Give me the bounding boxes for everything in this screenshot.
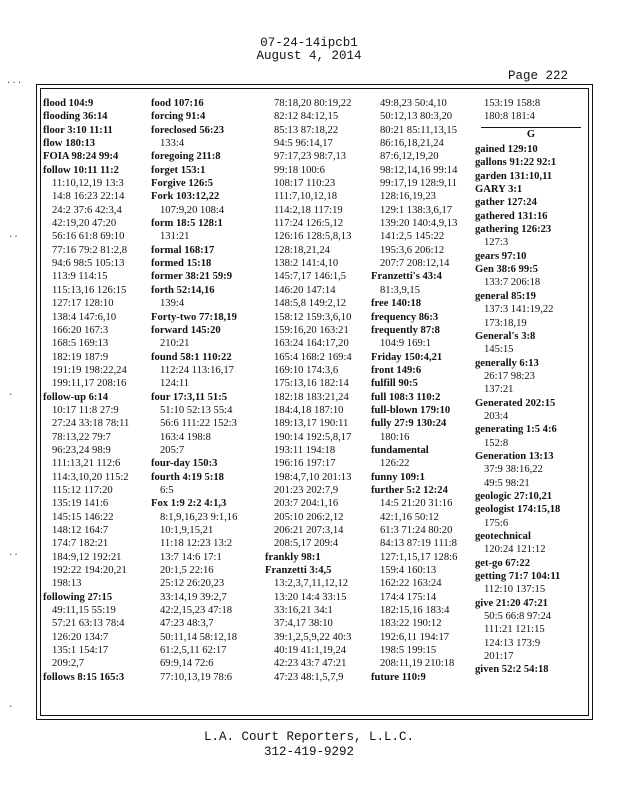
index-headword-line: geologist 174:15,18 [475, 504, 561, 516]
index-continuation-line: 49:8,23 50:4,10 [380, 98, 447, 109]
index-headword-line: generating 1:5 4:6 [475, 424, 557, 436]
index-continuation-line: 50:5 66:8 97:24 [484, 611, 552, 623]
index-continuation-line: 96:23,24 98:9 [52, 444, 111, 456]
index-continuation-line: 69:9,14 72:6 [160, 658, 214, 670]
index-headword-line: flood 104:9 [43, 98, 94, 109]
index-headword-line: forget 153:1 [151, 164, 206, 176]
index-continuation-line: 135:1 154:17 [52, 645, 109, 657]
index-continuation-line: 201:23 202:7,9 [274, 484, 339, 496]
index-headword-line: get-go 67:22 [475, 557, 531, 569]
index-continuation-line: 77:16 79:2 81:2,8 [52, 244, 128, 256]
index-continuation-line: 42:2,15,23 47:18 [160, 605, 233, 617]
index-continuation-line: 87:6,12,19,20 [380, 151, 439, 163]
header-date: August 4, 2014 [256, 49, 362, 63]
index-continuation-line: 146:20 147:14 [274, 284, 336, 296]
index-continuation-line: 127:17 128:10 [52, 298, 114, 310]
index-continuation-line: 180:8 181:4 [484, 111, 535, 123]
index-headword-line: given 52:2 54:18 [475, 664, 549, 676]
index-continuation-line: 191:19 198:22,24 [52, 364, 127, 376]
index-continuation-line: 114:3,10,20 115:2 [52, 471, 129, 483]
index-column-3 [265, 97, 352, 684]
index-frame [36, 84, 593, 720]
index-headword-line: following 27:15 [43, 591, 113, 603]
index-continuation-line: 189:13,17 190:11 [274, 418, 349, 430]
index-headword-line: FOIA 98:24 99:4 [43, 151, 119, 163]
index-continuation-line: 114:2,18 117:19 [274, 204, 343, 216]
index-continuation-line: 163:24 164:17,20 [274, 338, 349, 350]
index-headword-line: Franzetti 3:4,5 [265, 565, 332, 577]
index-headword-line: forth 52:14,16 [151, 284, 215, 296]
index-headword-line: gathering 126:23 [475, 224, 552, 236]
index-continuation-line: 124:13 173:9 [484, 637, 541, 649]
index-continuation-line: 77:10,13,19 78:6 [160, 671, 233, 683]
index-continuation-line: 175:6 [484, 517, 509, 529]
index-continuation-line: 26:17 98:23 [484, 370, 535, 382]
index-headword-line: fulfill 90:5 [371, 378, 418, 390]
index-continuation-line: 158:12 159:3,6,10 [274, 311, 352, 323]
index-headword-line: frequently 87:8 [371, 324, 440, 336]
index-headword-line: gears 97:10 [475, 250, 527, 262]
index-continuation-line: 111:21 121:15 [484, 624, 545, 636]
index-continuation-line: 165:4 168:2 169:4 [274, 351, 352, 363]
index-continuation-line: 82:12 84:12,15 [274, 111, 339, 123]
index-headword-line: generally 6:13 [475, 357, 539, 369]
index-headword-line: General's 3:8 [475, 330, 536, 342]
index-continuation-line: 47:23 48:1,5,7,9 [274, 671, 344, 683]
index-headword-line: Forty-two 77:18,19 [151, 311, 237, 323]
index-continuation-line: 195:3,6 206:12 [380, 244, 445, 256]
index-continuation-line: 10:1,9,15,21 [160, 525, 214, 536]
index-headword-line: frankly 98:1 [265, 551, 321, 563]
index-continuation-line: 180:16 [380, 431, 410, 443]
index-continuation-line: 203:4 [484, 410, 509, 422]
index-headword-line: getting 71:7 104:11 [475, 571, 561, 583]
index-continuation-line: 50:11,14 58:12,18 [160, 631, 238, 643]
index-continuation-line: 192:6,11 194:17 [380, 631, 450, 643]
index-continuation-line: 85:13 87:18,22 [274, 124, 339, 136]
index-continuation-line: 166:20 167:3 [52, 324, 109, 336]
index-continuation-line: 94:6 98:5 105:13 [52, 258, 125, 270]
index-continuation-line: 162:22 163:24 [380, 578, 442, 590]
index-continuation-line: 14:5 21:20 31:16 [380, 498, 453, 510]
index-continuation-line: 137:3 141:19,22 [484, 304, 554, 316]
index-continuation-line: 207:7 208:12,14 [380, 258, 450, 270]
index-continuation-line: 183:22 190:12 [380, 618, 442, 630]
page-number: Page 222 [508, 69, 569, 83]
index-headword-line: follow 10:11 11:2 [43, 164, 119, 176]
index-continuation-line: 13:2,3,7,11,12,12 [274, 578, 349, 590]
index-headword-line: forward 145:20 [151, 324, 221, 336]
index-column-2 [151, 97, 237, 684]
index-headword-line: gather 127:24 [475, 197, 537, 209]
index-headword-line: follow-up 6:14 [43, 391, 109, 403]
index-continuation-line: 61:2,5,11 62:17 [160, 645, 227, 657]
footer-reporter: L.A. Court Reporters, L.L.C. [203, 730, 415, 744]
index-continuation-line: 193:11 194:18 [274, 444, 336, 456]
index-continuation-line: 148:5,8 149:2,12 [274, 298, 347, 310]
index-continuation-line: 174:7 182:21 [52, 538, 109, 550]
index-headword-line: Friday 150:4,21 [371, 351, 443, 363]
index-continuation-line: 182:15,16 183:4 [380, 605, 450, 617]
index-continuation-line: 6:5 [160, 484, 174, 496]
index-continuation-line: 37:4,17 38:10 [274, 618, 333, 630]
index-column-5 [475, 97, 587, 677]
index-headword-line: floor 3:10 11:11 [43, 124, 113, 136]
index-continuation-line: 173:18,19 [484, 317, 527, 329]
index-continuation-line: 98:12,14,16 99:14 [380, 164, 458, 176]
index-continuation-line: 182:18 183:21,24 [274, 391, 349, 403]
index-continuation-line: 81:3,9,15 [380, 284, 421, 296]
index-continuation-line: 124:11 [160, 378, 190, 390]
index-headword-line: geotechnical [475, 531, 531, 542]
index-continuation-line: 182:19 187:9 [52, 351, 109, 363]
index-continuation-line: 24:2 37:6 42:3,4 [52, 204, 122, 216]
index-continuation-line: 111:13,21 112:6 [52, 458, 121, 470]
index-continuation-line: 139:20 140:4,9,13 [380, 218, 458, 230]
index-continuation-line: 115:13,16 126:15 [52, 284, 127, 296]
index-headword-line: garden 131:10,11 [475, 170, 553, 182]
index-continuation-line: 120:24 121:12 [484, 544, 546, 556]
margin-mark: .. [8, 548, 19, 558]
index-continuation-line: 169:10 174:3,6 [274, 364, 339, 376]
index-continuation-line: 97:17,23 98:7,13 [274, 151, 347, 163]
index-continuation-line: 84:13 87:19 111:8 [380, 538, 457, 550]
index-headword-line: Gen 38:6 99:5 [475, 264, 538, 276]
index-continuation-line: 138:2 141:4,10 [274, 258, 339, 270]
index-headword-line: former 38:21 59:9 [151, 271, 232, 283]
index-continuation-line: 40:19 41:1,19,24 [274, 645, 347, 657]
index-headword-line: foreclosed 56:23 [151, 124, 225, 136]
index-continuation-line: 184:9,12 192:21 [52, 551, 122, 563]
index-headword-line: fundamental [371, 444, 429, 456]
index-continuation-line: 206:21 207:3,14 [274, 525, 344, 536]
margin-mark: . [8, 388, 14, 398]
index-continuation-line: 127:3 [484, 237, 509, 249]
index-continuation-line: 42:19,20 47:20 [52, 218, 117, 230]
index-continuation-line: 145:15 [484, 344, 514, 356]
index-headword-line: Generation 13:13 [475, 450, 554, 462]
index-headword-line: Forgive 126:5 [151, 178, 214, 190]
index-continuation-line: 168:5 169:13 [52, 338, 109, 350]
index-continuation-line: 47:23 48:3,7 [160, 618, 214, 630]
footer-phone: 312-419-9292 [263, 745, 354, 759]
index-continuation-line: 128:18,21,24 [274, 244, 330, 256]
index-headword-line: Fork 103:12,22 [151, 191, 220, 203]
index-headword-line: GARY 3:1 [475, 184, 523, 196]
index-continuation-line: 112:24 113:16,17 [160, 364, 234, 376]
index-continuation-line: 192:22 194:20,21 [52, 565, 127, 577]
index-continuation-line: 112:10 137:15 [484, 584, 546, 596]
index-continuation-line: 50:12,13 80:3,20 [380, 111, 453, 123]
index-continuation-line: 128:16,19,23 [380, 191, 436, 203]
index-continuation-line: 133:4 [160, 138, 185, 150]
index-continuation-line: 145:15 146:22 [52, 511, 114, 523]
index-headword-line: forcing 91:4 [151, 111, 206, 123]
index-continuation-line: 107:9,20 108:4 [160, 204, 225, 216]
index-continuation-line: 78:18,20 80:19,22 [274, 98, 352, 109]
index-continuation-line: 51:10 52:13 55:4 [160, 404, 233, 416]
index-headword-line: fully 27:9 130:24 [371, 418, 447, 430]
index-headword-line: gathered 131:16 [475, 210, 548, 222]
index-continuation-line: 139:4 [160, 298, 185, 310]
index-headword-line: found 58:1 110:22 [151, 351, 232, 363]
index-continuation-line: 190:14 192:5,8,17 [274, 431, 352, 443]
index-headword-line: follows 8:15 165:3 [43, 671, 125, 683]
index-headword-line: Fox 1:9 2:2 4:1,3 [151, 498, 227, 510]
margin-mark: ... [6, 76, 23, 86]
index-continuation-line: 153:19 158:8 [484, 98, 541, 109]
index-headword-line: Generated 202:15 [475, 397, 556, 409]
index-continuation-line: 10:17 11:8 27:9 [52, 404, 119, 416]
index-continuation-line: 175:13,16 182:14 [274, 378, 349, 390]
index-continuation-line: 126:22 [380, 458, 410, 470]
index-continuation-line: 56:16 61:8 69:10 [52, 231, 125, 243]
index-continuation-line: 148:12 164:7 [52, 525, 109, 536]
index-continuation-line: 129:1 138:3,6,17 [380, 204, 453, 216]
index-continuation-line: 86:16,18,21,24 [380, 138, 444, 150]
index-continuation-line: 210:21 [160, 338, 190, 350]
index-continuation-line: 184:4,18 187:10 [274, 404, 344, 416]
index-headword-line: formal 168:17 [151, 244, 215, 256]
index-continuation-line: 127:1,15,17 128:6 [380, 551, 458, 563]
index-continuation-line: 108:17 110:23 [274, 178, 336, 190]
index-continuation-line: 20:1,5 22:16 [160, 565, 214, 577]
index-continuation-line: 99:18 100:6 [274, 164, 325, 176]
index-headword-line: four 17:3,11 51:5 [151, 391, 228, 403]
index-headword-line: flow 180:13 [43, 138, 96, 150]
index-continuation-line: 33:14,19 39:2,7 [160, 591, 227, 603]
index-column-4 [371, 97, 457, 684]
header-case-number: 07-24-14ipcb1 [260, 36, 358, 50]
index-headword-line: free 140:18 [371, 298, 422, 310]
index-continuation-line: 135:19 141:6 [52, 498, 109, 510]
index-continuation-line: 14:8 16:23 22:14 [52, 191, 125, 203]
index-headword-line: full-blown 179:10 [371, 404, 451, 416]
index-continuation-line: 56:6 111:22 152:3 [160, 418, 237, 430]
index-continuation-line: 209:2,7 [52, 658, 85, 670]
index-continuation-line: 138:4 147:6,10 [52, 311, 117, 323]
index-continuation-line: 11:18 12:23 13:2 [160, 538, 232, 550]
index-continuation-line: 198:5 199:15 [380, 645, 437, 657]
index-headword-line: gained 129:10 [475, 144, 538, 156]
index-continuation-line: 205:7 [160, 444, 185, 456]
margin-mark: . [8, 700, 14, 710]
index-continuation-line: 196:16 197:17 [274, 458, 336, 470]
index-continuation-line: 61:3 71:24 80:20 [380, 525, 453, 536]
index-headword-line: foregoing 211:8 [151, 151, 221, 163]
index-headword-line: four-day 150:3 [151, 458, 218, 470]
index-continuation-line: 141:2,5 145:22 [380, 231, 445, 243]
index-continuation-line: 11:10,12,19 13:3 [52, 178, 124, 190]
index-continuation-line: 205:10 206:2,12 [274, 511, 344, 523]
index-continuation-line: 203:7 204:1,16 [274, 498, 339, 510]
index-headword-line: food 107:16 [151, 98, 204, 109]
index-inner-frame [40, 88, 589, 716]
index-continuation-line: 152:8 [484, 437, 509, 449]
index-continuation-line: 126:20 134:7 [52, 631, 109, 643]
index-continuation-line: 145:7,17 146:1,5 [274, 271, 347, 283]
index-continuation-line: 80:21 85:11,13,15 [380, 124, 458, 136]
index-continuation-line: 208:11,19 210:18 [380, 658, 455, 670]
index-continuation-line: 57:21 63:13 78:4 [52, 618, 125, 630]
index-continuation-line: 104:9 169:1 [380, 338, 431, 350]
index-continuation-line: 25:12 26:20,23 [160, 578, 225, 590]
index-continuation-line: 49:5 98:21 [484, 477, 530, 489]
index-continuation-line: 208:5,17 209:4 [274, 538, 339, 550]
index-continuation-line: 137:21 [484, 384, 514, 396]
index-continuation-line: 198:13 [52, 578, 82, 590]
index-continuation-line: 163:4 198:8 [160, 431, 211, 443]
index-headword-line: Franzetti's 43:4 [371, 271, 442, 283]
index-continuation-line: 174:4 175:14 [380, 591, 437, 603]
index-headword-line: fourth 4:19 5:18 [151, 471, 224, 483]
index-continuation-line: 126:16 128:5,8,13 [274, 231, 352, 243]
index-continuation-line: 133:7 206:18 [484, 277, 541, 289]
index-continuation-line: 131:21 [160, 231, 190, 243]
index-headword-line: further 5:2 12:24 [371, 484, 448, 496]
index-continuation-line: 42:1,16 50:12 [380, 511, 439, 523]
index-headword-line: general 85:19 [475, 290, 536, 302]
index-continuation-line: 78:13,22 79:7 [52, 431, 111, 443]
index-continuation-line: 115:12 117:20 [52, 484, 113, 496]
index-continuation-line: 94:5 96:14,17 [274, 138, 333, 150]
index-continuation-line: 39:1,2,5,9,22 40:3 [274, 631, 352, 643]
index-continuation-line: 111:7,10,12,18 [274, 191, 338, 203]
index-continuation-line: 113:9 114:15 [52, 271, 108, 283]
index-column-1 [43, 97, 129, 684]
margin-mark: .. [8, 230, 19, 240]
index-headword-line: flooding 36:14 [43, 111, 108, 123]
index-continuation-line: 49:11,15 55:19 [52, 605, 116, 617]
index-continuation-line: 159:16,20 163:21 [274, 324, 349, 336]
index-headword-line: funny 109:1 [371, 471, 425, 483]
index-headword-line: frequency 86:3 [371, 311, 439, 323]
index-continuation-line: 99:17,19 128:9,11 [380, 178, 458, 190]
index-headword-line: geologic 27:10,21 [475, 490, 553, 502]
index-headword-line: gallons 91:22 92:1 [475, 157, 557, 169]
index-continuation-line: 198:4,7,10 201:13 [274, 471, 352, 483]
index-continuation-line: 13:7 14:6 17:1 [160, 551, 222, 563]
index-continuation-line: 33:16,21 34:1 [274, 605, 333, 617]
index-headword-line: full 108:3 110:2 [371, 391, 441, 403]
index-headword-line: formed 15:18 [151, 258, 212, 270]
index-continuation-line: 117:24 126:5,12 [274, 218, 344, 230]
index-letter-heading: G [481, 127, 581, 141]
index-continuation-line: 37:9 38:16,22 [484, 464, 543, 476]
index-continuation-line: 159:4 160:13 [380, 565, 437, 577]
index-headword-line: give 21:20 47:21 [475, 597, 548, 609]
index-headword-line: form 18:5 128:1 [151, 218, 223, 230]
index-headword-line: future 110:9 [371, 671, 426, 683]
index-continuation-line: 42:23 43:7 47:21 [274, 658, 347, 670]
index-continuation-line: 8:1,9,16,23 9:1,16 [160, 511, 238, 523]
index-continuation-line: 27:24 33:18 78:11 [52, 418, 130, 430]
index-continuation-line: 13:20 14:4 33:15 [274, 591, 347, 603]
index-headword-line: front 149:6 [371, 364, 422, 376]
index-continuation-line: 199:11,17 208:16 [52, 378, 127, 390]
index-continuation-line: 201:17 [484, 651, 514, 663]
